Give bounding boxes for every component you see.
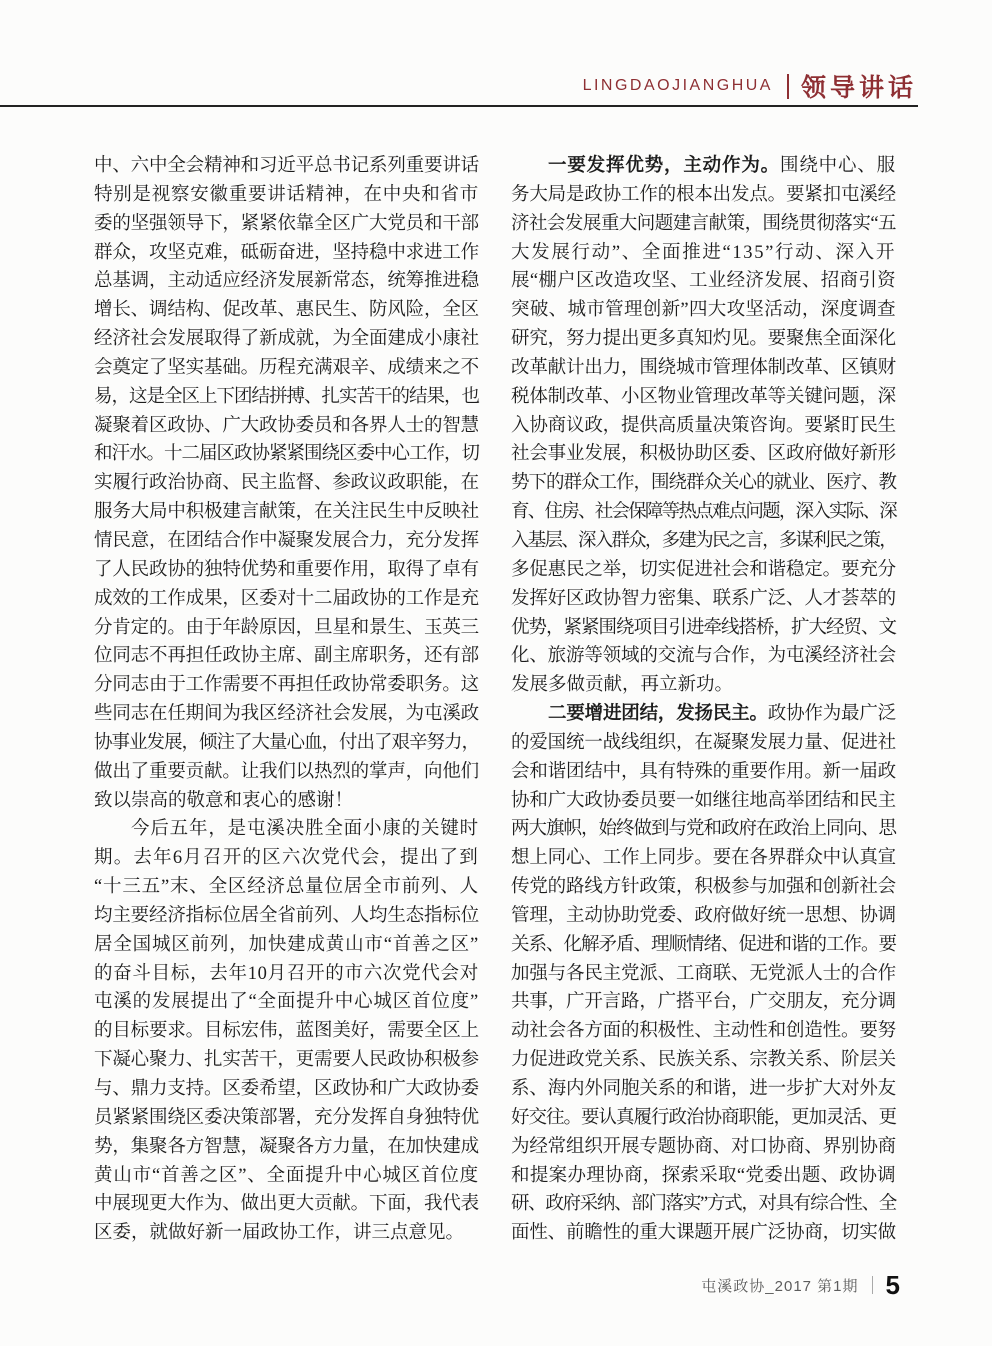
text-line: 了人民政协的独特优势和重要作用，取得了卓有 [94,559,479,580]
text-line: 加强与各民主党派、工商联、无党派人士的合作 [511,963,896,984]
text-line: 共事，广开言路，广搭平台，广交朋友，充分调 [511,992,896,1013]
text-line: 会和谐团结中，具有特殊的重要作用。新一届政 [511,761,896,782]
text-line: 位同志不再担任政协主席、副主席职务，还有部 [94,646,479,667]
text-line: 中展现更大作为、做出更大贡献。下面，我代表 [94,1194,479,1215]
text-line: 税体制改革、小区物业管理改革等关键问题，深 [511,386,896,407]
page-footer [701,1268,900,1302]
text-line: 服务大局中积极建言献策，在关注民生中反映社 [94,502,479,523]
right-column [511,152,896,1248]
text-line: 会奠定了坚实基础。历程充满艰辛、成绩来之不 [94,357,479,378]
text-line: 管理，主动协助党委、政府做好统一思想、协调 [511,905,896,926]
page-header [583,68,917,104]
text-line: 为经常组织开展专题协商、对口协商、界别协商 [511,1136,896,1157]
text-line: 特别是视察安徽重要讲话精神，在中央和省市 [94,184,479,205]
text-line: 期。去年6月召开的区六次党代会，提出了到 [94,848,479,869]
text-line: 两大旗帜，始终做到与党和政府在政治上同向、思 [511,819,896,840]
text-line: 和汗水。十二届区政协紧紧围绕区委中心工作，切 [94,444,479,465]
text-line: 情民意，在团结合作中凝聚发展合力，充分发挥 [94,530,479,551]
text-line: 些同志在任期间为我区经济社会发展，为屯溪政 [94,704,479,725]
text-line: 面性、前瞻性的重大课题开展广泛协商，切实做 [511,1223,896,1244]
text-line: “十三五”末、全区经济总量位居全市前列、人 [94,877,479,898]
text-line: 发挥好区政协智力密集、联系广泛、人才荟萃的 [511,588,896,609]
text-line: 分肯定的。由于年龄原因，旦星和景生、玉英三 [94,617,479,638]
text-line: 优势，紧紧围绕项目引进牵线搭桥，扩大经贸、文 [511,617,896,638]
text-line: 均主要经济指标位居全省前列、人均生态指标位 [94,905,479,926]
text-line: 分同志由于工作需要不再担任政协常委职务。这 [94,675,479,696]
text-line: 一要发挥优势，主动作为。围绕中心、服 [548,156,896,176]
text-line: 成效的工作成果，区委对十二届政协的工作是充 [94,588,479,609]
text-line: 化、旅游等领域的交流与合作，为屯溪经济社会 [511,646,896,667]
text-line: 好交往。要认真履行政治协商职能，更加灵活、更 [511,1107,896,1128]
text-line: 想上同心、工作上同步。要在各界群众中认真宣 [511,848,896,869]
text-line: 突破、城市管理创新”四大攻坚活动，深度调查 [511,300,896,321]
text-line: 务大局是政协工作的根本出发点。要紧扣屯溪经 [511,184,896,205]
footer-divider [872,1276,873,1294]
text-line: 和提案办理协商，探索采取“党委出题、政协调 [511,1165,896,1186]
text-line: 致以崇高的敬意和衷心的感谢！ [94,790,354,811]
text-line: 二要增进团结，发扬民主。政协作为最广泛 [548,704,896,725]
text-line: 势下的群众工作，围绕群众关心的就业、医疗、教 [511,473,896,494]
text-line: 与、鼎力支持。区委希望，区政协和广大政协委 [94,1079,479,1099]
text-line: 入协商议政，提供高质量决策咨询。要紧盯民生 [511,415,896,436]
text-line: 力促进政党关系、民族关系、宗教关系、阶层关 [511,1050,896,1071]
text-line: 入基层、深入群众，多建为民之言，多谋利民之策， [511,530,896,551]
text-line: 实履行政治协商、民主监督、参政议政职能，在 [94,473,479,494]
left-column [94,152,479,1248]
text-line: 中、六中全会精神和习近平总书记系列重要讲话 [94,156,479,176]
header-latin-label: LINGDAOJIANGHUA [582,77,773,94]
text-line: 总基调，主动适应经济发展新常态，统筹推进稳 [94,271,479,292]
header-divider [787,74,789,99]
text-line: 动社会各方面的积极性、主动性和创造性。要努 [511,1021,896,1042]
text-line: 黄山市“首善之区”、全面提升中心城区首位度 [94,1165,479,1186]
text-line: 协和广大政协委员要一如继往地高举团结和民主 [511,790,896,811]
text-line: 的爱国统一战线组织，在凝聚发展力量、促进社 [511,732,896,753]
text-line: 增长、调结构、促改革、惠民生、防风险，全区 [94,300,479,321]
text-line: 发展多做贡献，再立新功。 [511,675,734,696]
text-line: 区委，就做好新一届政协工作，讲三点意见。 [94,1223,465,1244]
text-line: 势，集聚各方智慧，凝聚各方力量，在加快建成 [94,1136,479,1157]
text-line: 经济社会发展取得了新成就，为全面建成小康社 [94,329,479,350]
text-line: 居全国城区前列，加快建成黄山市“首善之区” [94,934,479,955]
text-line: 展“棚户区改造攻坚、工业经济发展、招商引资 [511,271,896,292]
text-line: 做出了重要贡献。让我们以热烈的掌声，向他们 [94,761,479,782]
text-line: 委的坚强领导下，紧紧依靠全区广大党员和干部 [94,213,479,234]
text-line: 传党的路线方针政策，积极参与加强和创新社会 [511,877,896,898]
text-line: 研究，努力提出更多真知灼见。要聚焦全面深化 [511,329,896,350]
text-line: 的目标要求。目标宏伟，蓝图美好，需要全区上 [94,1021,479,1042]
text-line: 员紧紧围绕区委决策部署，充分发挥自身独特优 [94,1107,479,1128]
page-number: 5 [885,1269,900,1300]
page-title: 领导讲话 [800,75,917,102]
text-line: 今后五年，是屯溪决胜全面小康的关键时 [131,819,479,840]
text-line: 大发展行动”、全面推进“135”行动、深入开 [511,242,896,263]
text-line: 群众，攻坚克难，砥砺奋进，坚持稳中求进工作 [94,242,479,263]
text-line: 屯溪的发展提出了“全面提升中心城区首位度” [94,992,479,1013]
text-line: 下凝心聚力、扎实苦干，更需要人民政协积极参 [94,1050,479,1071]
text-line: 系、海内外同胞关系的和谐，进一步扩大对外友 [511,1079,896,1099]
text-line: 社会事业发展，积极协助区委、区政府做好新形 [511,444,896,465]
text-line: 济社会发展重大问题建言献策，围绕贯彻落实“五 [511,213,896,234]
text-line: 改革献计出力，围绕城市管理体制改革、区镇财 [511,357,896,378]
journal-name: 屯溪政协_2017 第1期 [701,1277,859,1295]
header-rule [0,105,918,107]
text-line: 易，这是全区上下团结拼搏、扎实苦干的结果，也 [94,386,479,407]
text-line: 研、政府采纳、部门落实”方式，对具有综合性、全 [511,1194,896,1215]
text-line: 多促惠民之举，切实促进社会和谐稳定。要充分 [511,559,896,580]
text-line: 凝聚着区政协、广大政协委员和各界人士的智慧 [94,415,479,436]
text-line: 的奋斗目标，去年10月召开的市六次党代会对 [94,963,479,984]
text-line: 育、住房、社会保障等热点难点问题，深入实际、深 [511,502,896,523]
text-line: 关系、化解矛盾、理顺情绪、促进和谐的工作。要 [511,934,896,955]
text-line: 协事业发展，倾注了大量心血，付出了艰辛努力， [94,732,479,753]
